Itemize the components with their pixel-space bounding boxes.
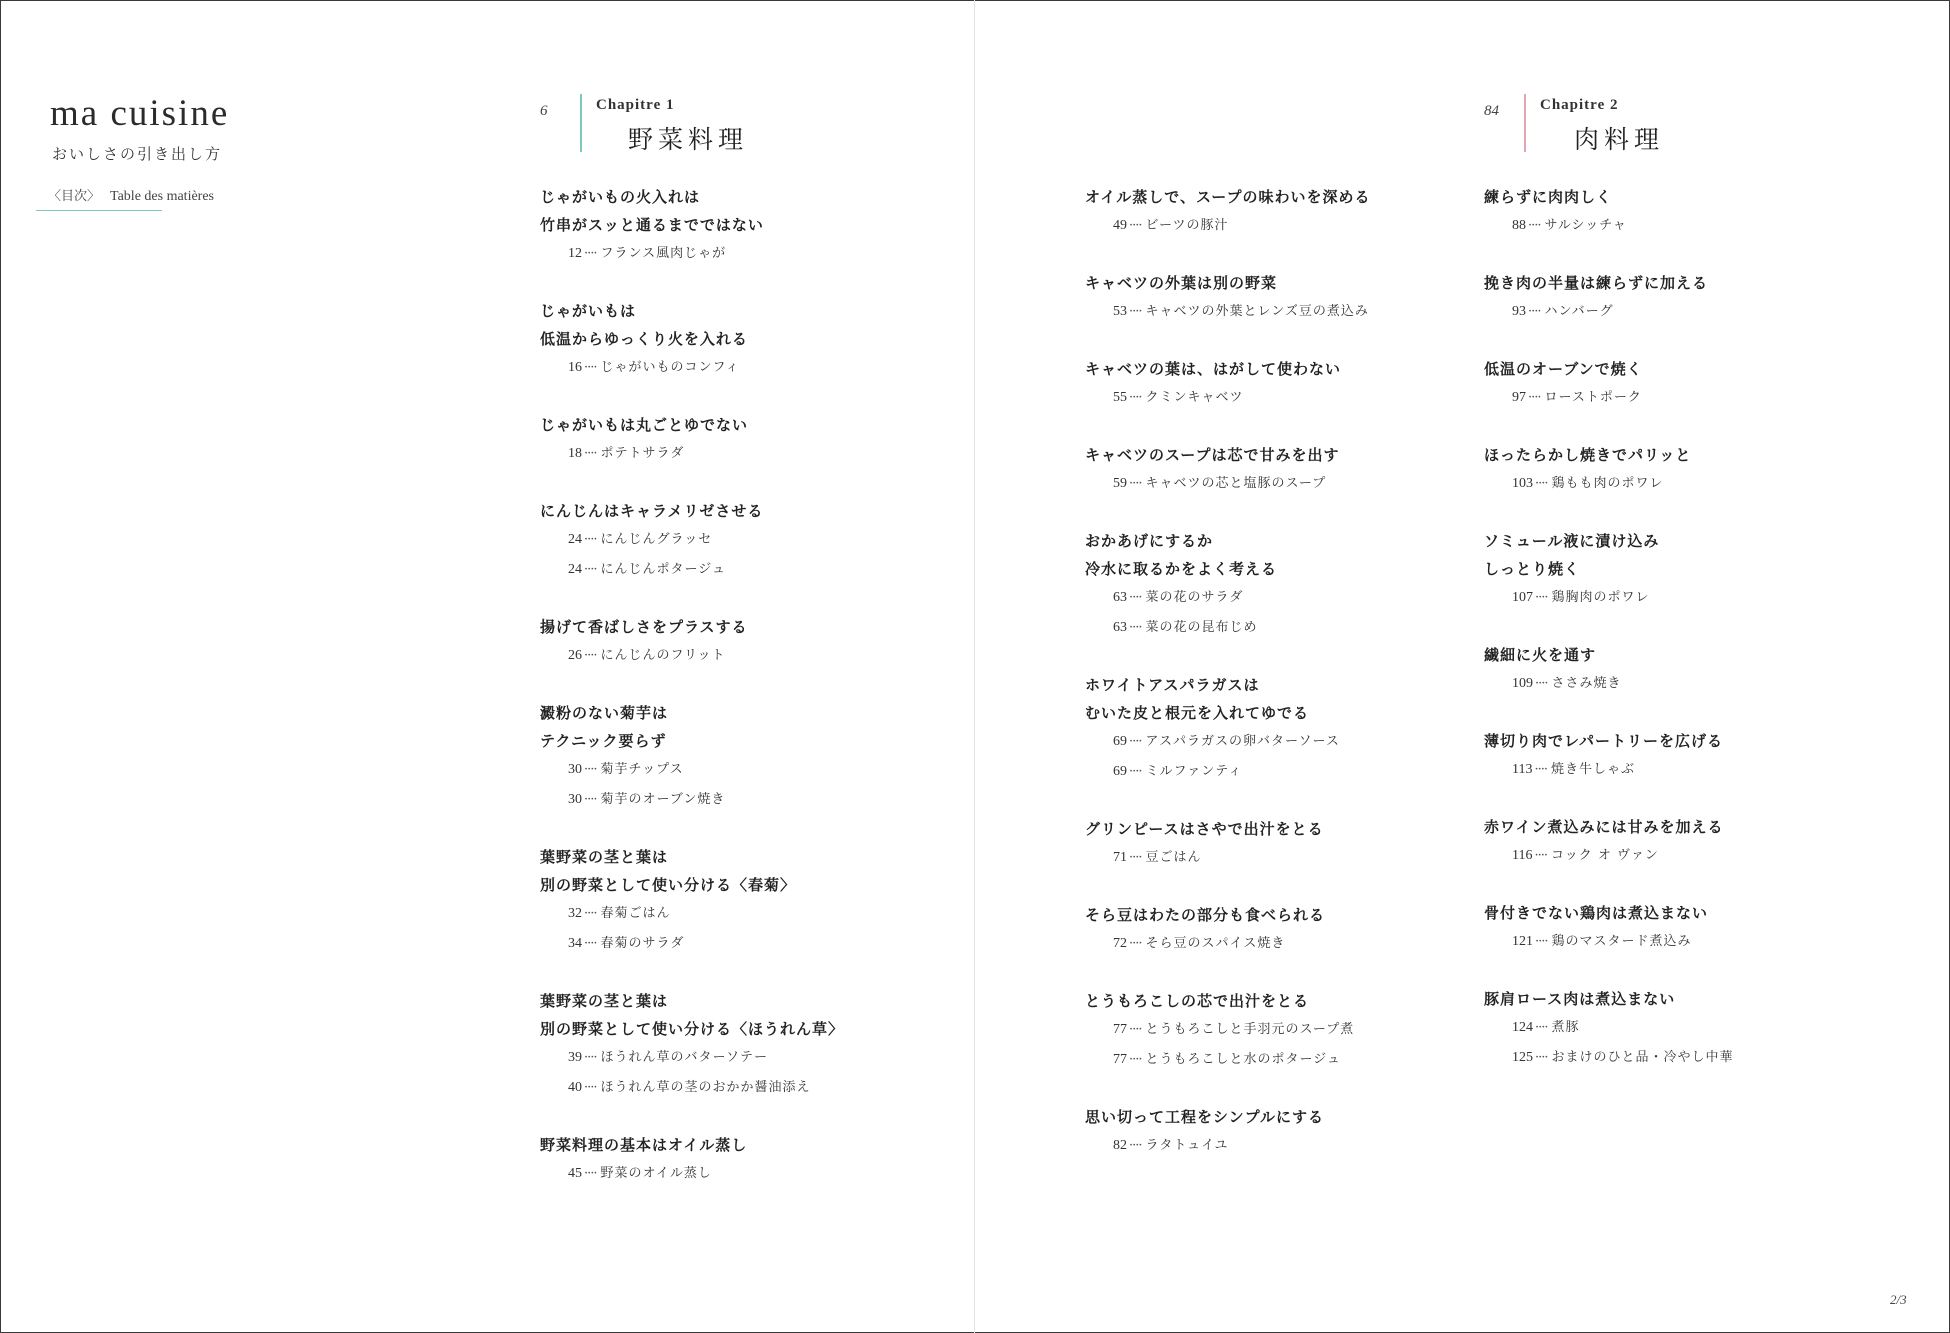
toc-entry-heading: 低温のオーブンで焼く bbox=[1484, 360, 1643, 378]
toc-recipe-item[interactable] bbox=[1085, 1015, 1485, 1045]
toc-entry-heading: 赤ワイン煮込みには甘みを加える bbox=[1484, 818, 1724, 836]
chapter-2-accent-bar bbox=[1524, 94, 1526, 152]
leader-dots: ···· bbox=[1129, 764, 1142, 779]
toc-entry bbox=[1484, 441, 1904, 499]
leader-dots: ···· bbox=[1129, 590, 1142, 605]
recipe-page-number: 24 bbox=[568, 532, 582, 547]
toc-entry bbox=[1484, 985, 1904, 1073]
toc-entry bbox=[540, 297, 960, 383]
toc-recipe-item[interactable] bbox=[540, 353, 960, 383]
leader-dots: ···· bbox=[1129, 1138, 1142, 1153]
leader-dots: ···· bbox=[584, 906, 597, 921]
recipe-title: 鶏胸肉のポワレ bbox=[1551, 590, 1650, 605]
recipe-page-number: 125 bbox=[1512, 1050, 1533, 1065]
recipe-title: アスパラガスの卵バターソース bbox=[1145, 734, 1340, 749]
book-title: ma cuisine bbox=[50, 93, 230, 134]
toc-entry-heading: キャベツのスープは芯で甘みを出す bbox=[1085, 446, 1340, 464]
recipe-title: 野菜のオイル蒸し bbox=[600, 1166, 712, 1181]
toc-entry bbox=[1484, 727, 1904, 785]
leader-dots: ···· bbox=[584, 246, 597, 261]
recipe-page-number: 69 bbox=[1113, 764, 1127, 779]
recipe-page-number: 63 bbox=[1113, 620, 1127, 635]
toc-entry-heading: おかあげにするか bbox=[1085, 532, 1214, 550]
toc-entry bbox=[1085, 1103, 1485, 1161]
recipe-page-number: 12 bbox=[568, 246, 582, 261]
recipe-page-number: 55 bbox=[1113, 390, 1127, 405]
toc-entry-heading: 澱粉のない菊芋は bbox=[540, 704, 669, 722]
recipe-title: とうもろこしと水のポタージュ bbox=[1145, 1052, 1342, 1067]
toc-entry-heading: とうもろこしの芯で出汁をとる bbox=[1085, 992, 1310, 1010]
toc-column-2 bbox=[1085, 183, 1485, 1189]
leader-dots: ···· bbox=[1129, 734, 1142, 749]
toc-recipe-item[interactable] bbox=[1484, 469, 1904, 499]
toc-entry-heading: 揚げて香ばしさをプラスする bbox=[540, 618, 748, 636]
toc-recipe-item[interactable] bbox=[1484, 211, 1904, 241]
leader-dots: ···· bbox=[584, 792, 597, 807]
recipe-title: おまけのひと品・冷やし中華 bbox=[1551, 1050, 1734, 1065]
recipe-title: ほうれん草の茎のおかか醤油添え bbox=[600, 1080, 811, 1095]
recipe-title: ローストポーク bbox=[1544, 390, 1642, 405]
toc-recipe-item[interactable] bbox=[540, 1159, 960, 1189]
recipe-page-number: 24 bbox=[568, 562, 582, 577]
toc-entry bbox=[1085, 987, 1485, 1075]
recipe-title: じゃがいものコンフィ bbox=[600, 360, 740, 375]
toc-recipe-item[interactable] bbox=[1085, 929, 1485, 959]
toc-entry bbox=[1085, 183, 1485, 241]
recipe-title: そら豆のスパイス焼き bbox=[1145, 936, 1286, 951]
recipe-title: 菜の花の昆布じめ bbox=[1145, 620, 1258, 635]
recipe-page-number: 53 bbox=[1113, 304, 1127, 319]
toc-recipe-item[interactable] bbox=[540, 641, 960, 671]
recipe-title: 煮豚 bbox=[1551, 1020, 1580, 1035]
toc-recipe-item[interactable] bbox=[1085, 757, 1485, 787]
recipe-page-number: 34 bbox=[568, 936, 582, 951]
recipe-page-number: 32 bbox=[568, 906, 582, 921]
recipe-title: ラタトュイユ bbox=[1145, 1138, 1229, 1153]
recipe-page-number: 49 bbox=[1113, 218, 1127, 233]
toc-entry-heading: 葉野菜の茎と葉は bbox=[540, 992, 669, 1010]
recipe-title: コック オ ヴァン bbox=[1551, 848, 1659, 863]
leader-dots: ···· bbox=[1129, 936, 1142, 951]
toc-recipe-item[interactable] bbox=[1085, 1131, 1485, 1161]
recipe-page-number: 71 bbox=[1113, 850, 1127, 865]
toc-entry bbox=[540, 613, 960, 671]
toc-recipe-item[interactable] bbox=[540, 1073, 960, 1103]
toc-entry-heading: 冷水に取るかをよく考える bbox=[1085, 560, 1278, 578]
recipe-title: ハンバーグ bbox=[1544, 304, 1614, 319]
toc-entry-heading: 骨付きでない鶏肉は煮込まない bbox=[1484, 904, 1709, 922]
leader-dots: ···· bbox=[584, 936, 597, 951]
toc-entry bbox=[1484, 527, 1904, 613]
toc-entry bbox=[540, 1131, 960, 1189]
toc-recipe-item[interactable] bbox=[1085, 727, 1485, 757]
leader-dots: ···· bbox=[584, 762, 597, 777]
leader-dots: ···· bbox=[1535, 590, 1548, 605]
toc-entry bbox=[1085, 441, 1485, 499]
recipe-title: ミルファンティ bbox=[1145, 764, 1243, 779]
toc-recipe-item[interactable] bbox=[540, 1043, 960, 1073]
recipe-page-number: 40 bbox=[568, 1080, 582, 1095]
toc-entry-heading: ソミュール液に漬け込み bbox=[1484, 532, 1660, 550]
recipe-page-number: 77 bbox=[1113, 1052, 1127, 1067]
recipe-page-number: 45 bbox=[568, 1166, 582, 1181]
toc-entry bbox=[540, 987, 960, 1103]
leader-dots: ···· bbox=[584, 1080, 597, 1095]
toc-recipe-item[interactable] bbox=[1085, 469, 1485, 499]
toc-recipe-item[interactable] bbox=[540, 755, 960, 785]
leader-dots: ···· bbox=[1129, 218, 1142, 233]
toc-recipe-item[interactable] bbox=[1484, 1013, 1904, 1043]
toc-entry-heading: じゃがいもの火入れは bbox=[540, 188, 701, 206]
toc-entry-heading: 練らずに肉肉しく bbox=[1484, 188, 1613, 206]
leader-dots: ···· bbox=[1535, 476, 1548, 491]
toc-entry-heading: キャベツの葉は、はがして使わない bbox=[1085, 360, 1342, 378]
toc-entry-heading: 野菜料理の基本はオイル蒸し bbox=[540, 1136, 748, 1154]
toc-column-1 bbox=[540, 183, 960, 1217]
recipe-page-number: 121 bbox=[1512, 934, 1533, 949]
leader-dots: ···· bbox=[584, 562, 597, 577]
toc-entry-heading: グリンピースはさやで出汁をとる bbox=[1085, 820, 1324, 838]
toc-recipe-item[interactable] bbox=[1484, 755, 1904, 785]
recipe-page-number: 30 bbox=[568, 792, 582, 807]
toc-entry-heading: 竹串がスッと通るまでではない bbox=[540, 216, 764, 234]
toc-entry-heading: しっとり焼く bbox=[1484, 560, 1581, 578]
toc-recipe-item[interactable] bbox=[540, 525, 960, 555]
title-underline bbox=[36, 210, 162, 211]
leader-dots: ···· bbox=[1535, 1020, 1548, 1035]
toc-entry bbox=[540, 843, 960, 959]
toc-entry bbox=[1484, 269, 1904, 327]
toc-entry-heading: 薄切り肉でレパートリーを広げる bbox=[1484, 732, 1723, 750]
toc-entry-heading: ほったらかし焼きでパリッと bbox=[1484, 446, 1692, 464]
toc-entry bbox=[540, 699, 960, 815]
toc-recipe-item[interactable] bbox=[540, 239, 960, 269]
toc-entry bbox=[1484, 899, 1904, 957]
recipe-title: ほうれん草のバターソテー bbox=[600, 1050, 769, 1065]
recipe-title: サルシッチャ bbox=[1544, 218, 1627, 233]
recipe-page-number: 109 bbox=[1512, 676, 1533, 691]
leader-dots: ···· bbox=[1528, 304, 1541, 319]
page-folio: 2/3 bbox=[1890, 1292, 1907, 1307]
toc-recipe-item[interactable] bbox=[1484, 583, 1904, 613]
leader-dots: ···· bbox=[1528, 218, 1541, 233]
leader-dots: ···· bbox=[1129, 1052, 1142, 1067]
leader-dots: ···· bbox=[1129, 304, 1142, 319]
recipe-page-number: 107 bbox=[1512, 590, 1533, 605]
leader-dots: ···· bbox=[1129, 476, 1142, 491]
recipe-page-number: 18 bbox=[568, 446, 582, 461]
toc-entry bbox=[1085, 269, 1485, 327]
recipe-page-number: 97 bbox=[1512, 390, 1526, 405]
spine-gutter bbox=[974, 0, 975, 1333]
toc-entry bbox=[1484, 641, 1904, 699]
recipe-page-number: 39 bbox=[568, 1050, 582, 1065]
leader-dots: ···· bbox=[1535, 676, 1548, 691]
recipe-title: 菜の花のサラダ bbox=[1145, 590, 1244, 605]
leader-dots: ···· bbox=[1535, 934, 1548, 949]
toc-entry-heading: むいた皮と根元を入れてゆでる bbox=[1085, 704, 1310, 722]
recipe-page-number: 59 bbox=[1113, 476, 1127, 491]
toc-entry bbox=[1484, 813, 1904, 871]
leader-dots: ···· bbox=[584, 648, 597, 663]
recipe-page-number: 93 bbox=[1512, 304, 1526, 319]
toc-recipe-item[interactable] bbox=[1085, 211, 1485, 241]
toc-entry bbox=[1085, 355, 1485, 413]
toc-recipe-item[interactable] bbox=[540, 899, 960, 929]
toc-entry bbox=[1484, 355, 1904, 413]
chapter-2-page: 84 bbox=[1484, 103, 1499, 119]
toc-entry-heading: 低温からゆっくり火を入れる bbox=[540, 330, 748, 348]
recipe-page-number: 26 bbox=[568, 648, 582, 663]
toc-entry-heading: そら豆はわたの部分も食べられる bbox=[1085, 906, 1326, 924]
recipe-title: 鶏のマスタード煮込み bbox=[1551, 934, 1692, 949]
recipe-page-number: 72 bbox=[1113, 936, 1127, 951]
leader-dots: ···· bbox=[1534, 762, 1548, 777]
recipe-title: ビーツの豚汁 bbox=[1145, 218, 1229, 233]
toc-column-3 bbox=[1484, 183, 1904, 1101]
recipe-page-number: 113 bbox=[1512, 762, 1533, 777]
recipe-title: 菊芋のオーブン焼き bbox=[600, 792, 726, 807]
recipe-page-number: 77 bbox=[1113, 1022, 1127, 1037]
toc-recipe-item[interactable] bbox=[1085, 613, 1485, 643]
toc-entry-heading: じゃがいもは bbox=[540, 302, 637, 320]
toc-recipe-item[interactable] bbox=[540, 929, 960, 959]
toc-label-fr: Table des matières bbox=[110, 189, 214, 204]
book-subtitle: おいしさの引き出し方 bbox=[52, 145, 223, 163]
leader-dots: ···· bbox=[1129, 1022, 1142, 1037]
recipe-page-number: 69 bbox=[1113, 734, 1127, 749]
toc-entry-heading: キャベツの外葉は別の野菜 bbox=[1085, 274, 1278, 292]
toc-recipe-item[interactable] bbox=[1085, 297, 1485, 327]
toc-recipe-item[interactable] bbox=[540, 785, 960, 815]
toc-recipe-item[interactable] bbox=[1085, 583, 1485, 613]
toc-entry bbox=[1085, 815, 1485, 873]
chapter-1-label: Chapitre 1 bbox=[596, 97, 675, 113]
toc-recipe-item[interactable] bbox=[540, 439, 960, 469]
toc-entry bbox=[1085, 527, 1485, 643]
recipe-page-number: 124 bbox=[1512, 1020, 1533, 1035]
toc-entry-heading: 思い切って工程をシンプルにする bbox=[1085, 1108, 1325, 1126]
leader-dots: ···· bbox=[1129, 620, 1142, 635]
toc-recipe-item[interactable] bbox=[1085, 1045, 1485, 1075]
recipe-page-number: 116 bbox=[1512, 848, 1533, 863]
recipe-title: キャベツの外葉とレンズ豆の煮込み bbox=[1145, 304, 1369, 319]
chapter-2-title: 肉料理 bbox=[1574, 125, 1665, 154]
toc-recipe-item[interactable] bbox=[1484, 669, 1904, 699]
toc-recipe-item[interactable] bbox=[1085, 383, 1485, 413]
recipe-title: ポテトサラダ bbox=[600, 446, 685, 461]
recipe-title: 焼き牛しゃぶ bbox=[1551, 762, 1636, 777]
toc-entry-heading: じゃがいもは丸ごとゆでない bbox=[540, 416, 749, 434]
toc-recipe-item[interactable] bbox=[1484, 297, 1904, 327]
leader-dots: ···· bbox=[1528, 390, 1541, 405]
toc-label-jp: 〈目次〉 bbox=[48, 189, 101, 204]
leader-dots: ···· bbox=[1129, 390, 1142, 405]
toc-entry bbox=[1484, 183, 1904, 241]
recipe-page-number: 88 bbox=[1512, 218, 1526, 233]
recipe-title: にんじんポタージュ bbox=[600, 562, 727, 577]
chapter-2-label: Chapitre 2 bbox=[1540, 97, 1619, 113]
recipe-title: 春菊のサラダ bbox=[600, 936, 685, 951]
toc-recipe-item[interactable] bbox=[1484, 1043, 1904, 1073]
toc-entry-heading: 繊細に火を通す bbox=[1484, 646, 1597, 664]
leader-dots: ···· bbox=[584, 1166, 597, 1181]
recipe-title: 春菊ごはん bbox=[600, 906, 671, 921]
toc-entry-heading: ホワイトアスパラガスは bbox=[1085, 676, 1260, 694]
toc-entry-heading: 葉野菜の茎と葉は bbox=[540, 848, 669, 866]
leader-dots: ···· bbox=[584, 360, 597, 375]
recipe-title: とうもろこしと手羽元のスープ煮 bbox=[1145, 1022, 1355, 1037]
chapter-1-accent-bar bbox=[580, 94, 582, 152]
recipe-title: キャベツの芯と塩豚のスープ bbox=[1145, 476, 1327, 491]
recipe-title: にんじんのフリット bbox=[600, 648, 726, 663]
toc-entry-heading: にんじんはキャラメリゼさせる bbox=[540, 502, 764, 520]
toc-label bbox=[48, 185, 214, 205]
toc-entry-heading: オイル蒸しで、スープの味わいを深める bbox=[1085, 188, 1371, 206]
leader-dots: ···· bbox=[584, 1050, 597, 1065]
leader-dots: ···· bbox=[1534, 848, 1548, 863]
toc-entry bbox=[1085, 901, 1485, 959]
toc-recipe-item[interactable] bbox=[540, 555, 960, 585]
toc-entry bbox=[540, 183, 960, 269]
recipe-page-number: 63 bbox=[1113, 590, 1127, 605]
toc-entry-heading: テクニック要らず bbox=[540, 732, 667, 750]
toc-entry-heading: 豚肩ロース肉は煮込まない bbox=[1484, 990, 1676, 1008]
recipe-title: フランス風肉じゃが bbox=[600, 246, 727, 261]
toc-entry-heading: 別の野菜として使い分ける〈ほうれん草〉 bbox=[540, 1020, 845, 1038]
recipe-page-number: 103 bbox=[1512, 476, 1533, 491]
recipe-page-number: 16 bbox=[568, 360, 582, 375]
toc-entry bbox=[1085, 671, 1485, 787]
recipe-title: 鶏もも肉のポワレ bbox=[1551, 476, 1664, 491]
toc-entry-heading: 別の野菜として使い分ける〈春菊〉 bbox=[540, 876, 797, 894]
chapter-1-title: 野菜料理 bbox=[628, 125, 749, 154]
leader-dots: ···· bbox=[584, 446, 597, 461]
recipe-title: 豆ごはん bbox=[1145, 850, 1202, 865]
recipe-page-number: 82 bbox=[1113, 1138, 1127, 1153]
chapter-1-page: 6 bbox=[540, 103, 548, 119]
leader-dots: ···· bbox=[584, 532, 597, 547]
toc-entry-heading: 挽き肉の半量は練らずに加える bbox=[1484, 274, 1709, 292]
recipe-page-number: 30 bbox=[568, 762, 582, 777]
leader-dots: ···· bbox=[1129, 850, 1142, 865]
recipe-title: クミンキャベツ bbox=[1145, 390, 1244, 405]
toc-recipe-item[interactable] bbox=[1484, 927, 1904, 957]
recipe-title: 菊芋チップス bbox=[600, 762, 684, 777]
toc-recipe-item[interactable] bbox=[1484, 383, 1904, 413]
toc-recipe-item[interactable] bbox=[1085, 843, 1485, 873]
toc-entry bbox=[540, 411, 960, 469]
leader-dots: ···· bbox=[1535, 1050, 1548, 1065]
recipe-title: ささみ焼き bbox=[1551, 676, 1622, 691]
toc-entry bbox=[540, 497, 960, 585]
recipe-title: にんじんグラッセ bbox=[600, 532, 713, 547]
toc-recipe-item[interactable] bbox=[1484, 841, 1904, 871]
